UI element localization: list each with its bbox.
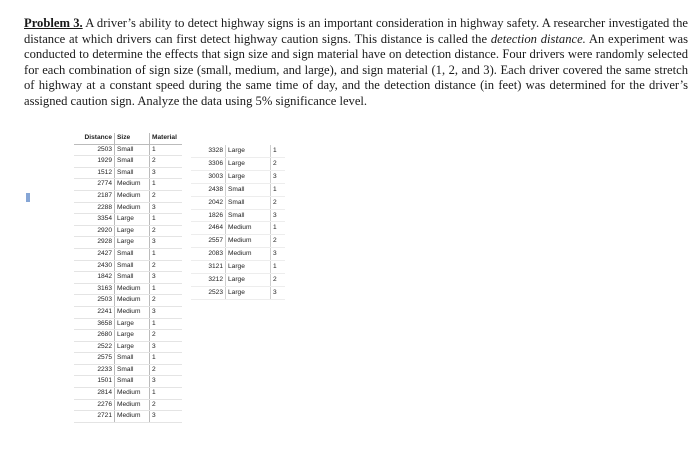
distance-cell: 3306 — [191, 157, 226, 170]
distance-cell: 3121 — [191, 261, 226, 274]
table-row — [191, 222, 285, 235]
table-row — [74, 376, 182, 388]
material-cell: 3 — [150, 167, 183, 179]
material-cell: 2 — [271, 157, 286, 170]
material-cell: 1 — [150, 353, 183, 365]
table-row — [191, 261, 285, 274]
material-cell: 2 — [150, 260, 183, 272]
table-row — [74, 237, 182, 249]
size-cell: Medium — [226, 235, 271, 248]
size-cell: Large — [115, 330, 150, 342]
table-row — [74, 190, 182, 202]
table-row — [74, 167, 182, 179]
size-cell: Large — [115, 318, 150, 330]
distance-cell: 3003 — [191, 170, 226, 183]
table-row — [74, 156, 182, 168]
distance-cell: 2427 — [74, 248, 115, 260]
size-cell: Small — [226, 183, 271, 196]
size-cell: Small — [115, 248, 150, 260]
size-cell: Medium — [115, 202, 150, 214]
size-cell: Small — [115, 376, 150, 388]
table-row — [191, 235, 285, 248]
material-cell: 1 — [150, 248, 183, 260]
size-cell: Small — [115, 156, 150, 168]
problem-label: Problem 3. — [24, 16, 83, 30]
size-cell: Medium — [115, 295, 150, 307]
material-cell: 2 — [271, 274, 286, 287]
distance-cell: 2680 — [74, 330, 115, 342]
table-row — [74, 214, 182, 226]
distance-cell: 2575 — [74, 353, 115, 365]
material-cell: 2 — [150, 190, 183, 202]
material-cell: 3 — [150, 411, 183, 423]
header-size: Size — [115, 133, 150, 144]
table-row — [191, 145, 285, 157]
distance-cell: 3658 — [74, 318, 115, 330]
distance-cell: 2774 — [74, 179, 115, 191]
distance-cell: 1826 — [191, 209, 226, 222]
distance-cell: 1842 — [74, 272, 115, 284]
distance-cell: 2920 — [74, 225, 115, 237]
distance-cell: 3328 — [191, 145, 226, 157]
size-cell: Medium — [115, 388, 150, 400]
size-cell: Small — [226, 196, 271, 209]
material-cell: 1 — [150, 179, 183, 191]
table-row — [191, 209, 285, 222]
table-row — [74, 353, 182, 365]
size-cell: Medium — [115, 399, 150, 411]
material-cell: 1 — [271, 145, 286, 157]
side-marker — [26, 193, 30, 202]
table-row — [74, 399, 182, 411]
material-cell: 3 — [271, 209, 286, 222]
size-cell: Large — [226, 261, 271, 274]
material-cell: 2 — [150, 225, 183, 237]
size-cell: Small — [226, 209, 271, 222]
distance-cell: 2288 — [74, 202, 115, 214]
material-cell: 3 — [150, 272, 183, 284]
size-cell: Small — [115, 144, 150, 156]
size-cell: Medium — [226, 222, 271, 235]
size-cell: Medium — [115, 190, 150, 202]
data-table-2-wrap — [191, 145, 285, 300]
table-row — [191, 248, 285, 261]
size-cell: Large — [226, 170, 271, 183]
distance-cell: 2721 — [74, 411, 115, 423]
table-row — [74, 388, 182, 400]
size-cell: Small — [115, 167, 150, 179]
table-row — [74, 202, 182, 214]
table-row — [191, 183, 285, 196]
table-row — [191, 170, 285, 183]
size-cell: Large — [115, 225, 150, 237]
material-cell: 3 — [271, 170, 286, 183]
size-cell: Medium — [115, 179, 150, 191]
material-cell: 3 — [150, 306, 183, 318]
size-cell: Medium — [115, 283, 150, 295]
distance-cell: 2241 — [74, 306, 115, 318]
material-cell: 2 — [271, 196, 286, 209]
distance-cell: 1929 — [74, 156, 115, 168]
distance-cell: 2523 — [191, 286, 226, 299]
material-cell: 2 — [150, 330, 183, 342]
distance-cell: 1501 — [74, 376, 115, 388]
problem-statement — [24, 16, 688, 110]
problem-text-after: An experiment was conducted to determine the effects that sign size and sign material have on detection distance. Four drivers were randomly selected for each combination of sign size (small, medium, and large), and sign material (1, 2, and 3). Each driver covered the same stretch of highway at a constant speed during the same time of day, and the detection distance (in feet) was determined for the driver’s assigned caution sign. Analyze the data using 5% significance level. — [24, 31, 688, 108]
distance-cell: 2430 — [74, 260, 115, 272]
table-row — [74, 341, 182, 353]
material-cell: 2 — [271, 235, 286, 248]
material-cell: 2 — [150, 156, 183, 168]
size-cell: Large — [115, 214, 150, 226]
table-row — [191, 196, 285, 209]
problem-text-before: A driver’s ability to detect highway signs is an important consideration in highway safety. A researcher investigated the distance at which drivers can first detect highway caution signs. This distance is called the — [24, 16, 688, 46]
table-row — [74, 330, 182, 342]
data-table-1-wrap — [74, 133, 182, 423]
table-row — [74, 283, 182, 295]
table-row — [191, 274, 285, 287]
size-cell: Large — [115, 341, 150, 353]
table-row — [74, 225, 182, 237]
distance-cell: 2522 — [74, 341, 115, 353]
header-distance: Distance — [74, 133, 115, 144]
distance-cell: 2464 — [191, 222, 226, 235]
material-cell: 1 — [150, 388, 183, 400]
data-table-1 — [74, 133, 182, 423]
problem-emphasis: detection distance. — [490, 31, 586, 46]
material-cell: 3 — [271, 248, 286, 261]
distance-cell: 2042 — [191, 196, 226, 209]
material-cell: 1 — [271, 183, 286, 196]
table-row — [191, 286, 285, 299]
size-cell: Small — [115, 260, 150, 272]
distance-cell: 2503 — [74, 295, 115, 307]
table-row — [74, 364, 182, 376]
distance-cell: 3354 — [74, 214, 115, 226]
material-cell: 1 — [150, 318, 183, 330]
size-cell: Small — [115, 353, 150, 365]
table-row — [74, 411, 182, 423]
size-cell: Medium — [226, 248, 271, 261]
header-material: Material — [150, 133, 183, 144]
data-table-2 — [191, 145, 285, 300]
distance-cell: 2233 — [74, 364, 115, 376]
material-cell: 3 — [271, 286, 286, 299]
material-cell: 1 — [150, 144, 183, 156]
table-row — [74, 295, 182, 307]
material-cell: 1 — [150, 214, 183, 226]
size-cell: Large — [226, 274, 271, 287]
size-cell: Small — [115, 364, 150, 376]
material-cell: 3 — [150, 237, 183, 249]
size-cell: Medium — [115, 306, 150, 318]
table-row — [74, 318, 182, 330]
distance-cell: 3212 — [191, 274, 226, 287]
table-row — [74, 144, 182, 156]
size-cell: Large — [226, 157, 271, 170]
material-cell: 2 — [150, 364, 183, 376]
table-row — [74, 179, 182, 191]
size-cell: Large — [115, 237, 150, 249]
distance-cell: 2928 — [74, 237, 115, 249]
material-cell: 1 — [150, 283, 183, 295]
table-row — [74, 260, 182, 272]
distance-cell: 2276 — [74, 399, 115, 411]
distance-cell: 2083 — [191, 248, 226, 261]
distance-cell: 2814 — [74, 388, 115, 400]
distance-cell: 1512 — [74, 167, 115, 179]
material-cell: 3 — [150, 202, 183, 214]
table-row — [74, 306, 182, 318]
table-row — [191, 157, 285, 170]
table-1-body — [74, 144, 182, 422]
distance-cell: 3163 — [74, 283, 115, 295]
distance-cell: 2187 — [74, 190, 115, 202]
distance-cell: 2438 — [191, 183, 226, 196]
material-cell: 1 — [271, 222, 286, 235]
material-cell: 1 — [271, 261, 286, 274]
material-cell: 3 — [150, 376, 183, 388]
distance-cell: 2503 — [74, 144, 115, 156]
material-cell: 2 — [150, 295, 183, 307]
table-row — [74, 248, 182, 260]
size-cell: Large — [226, 145, 271, 157]
size-cell: Medium — [115, 411, 150, 423]
material-cell: 2 — [150, 399, 183, 411]
size-cell: Large — [226, 286, 271, 299]
size-cell: Small — [115, 272, 150, 284]
table-2-body — [191, 145, 285, 299]
distance-cell: 2557 — [191, 235, 226, 248]
material-cell: 3 — [150, 341, 183, 353]
table-row — [74, 272, 182, 284]
table-header-row — [74, 133, 182, 144]
